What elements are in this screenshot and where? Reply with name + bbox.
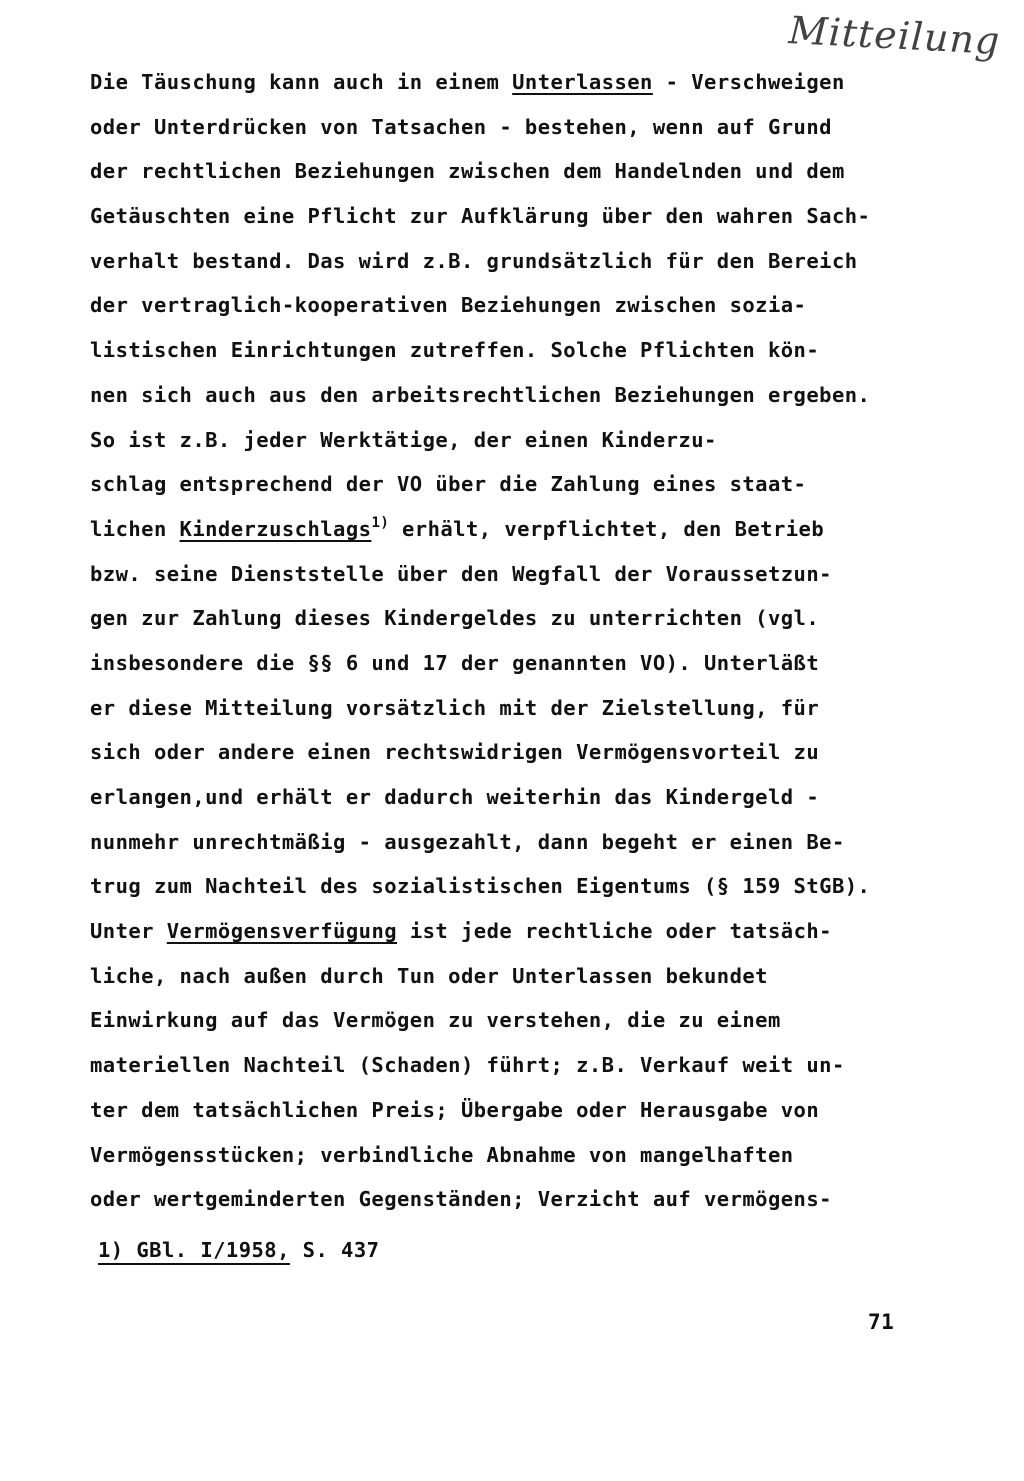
line-text: der vertraglich-kooperativen Beziehungen zwischen sozia- — [90, 293, 807, 318]
line-text-continued: erhält, verpflichtet, den Betrieb — [389, 516, 825, 541]
text-line — [90, 820, 930, 865]
line-text: Getäuschten eine Pflicht zur Aufklärung über den wahren Sach- — [90, 204, 871, 229]
line-text: bzw. seine Dienststelle über den Wegfall der Voraussetzun- — [90, 561, 832, 586]
line-text: materiellen Nachteil (Schaden) führt; z.B. Verkauf weit un- — [90, 1053, 845, 1078]
footnote-reference: 1) GBl. I/1958, — [98, 1238, 290, 1262]
line-text-continued: - Verschweigen — [652, 70, 845, 94]
line-text: verhalt bestand. Das wird z.B. grundsätzlich für den Bereich — [90, 248, 858, 273]
text-line — [90, 775, 930, 820]
text-line — [90, 730, 930, 775]
text-line — [90, 1043, 930, 1088]
line-text: So ist z.B. jeder Werktätige, der einen Kinderzu- — [90, 427, 717, 452]
page-number: 71 — [868, 1310, 895, 1334]
line-text: oder Unterdrücken von Tatsachen - bestehen, wenn auf Grund — [90, 114, 832, 139]
text-line — [90, 418, 930, 463]
line-text: liche, nach außen durch Tun oder Unterlassen bekundet — [90, 963, 768, 988]
line-text: oder wertgeminderten Gegenständen; Verzicht auf vermögens- — [90, 1187, 832, 1212]
line-text: trug zum Nachteil des sozialistischen Eigentums (§ 159 StGB). — [90, 874, 871, 899]
footnote — [98, 1228, 379, 1272]
text-line — [90, 552, 930, 597]
line-text: lichen — [90, 516, 180, 541]
text-line — [90, 909, 930, 954]
underlined-term: Unterlassen — [512, 70, 653, 94]
line-text: nunmehr unrechtmäßig - ausgezahlt, dann begeht er einen Be- — [90, 829, 845, 854]
text-line — [90, 864, 930, 909]
line-text: listischen Einrichtungen zutreffen. Solche Pflichten kön- — [90, 338, 820, 363]
text-line — [90, 328, 930, 373]
handwritten-annotation: Mitteilung — [787, 8, 1002, 64]
underlined-term: Kinderzuschlags — [179, 516, 372, 541]
line-text: Vermögensstücken; verbindliche Abnahme von mangelhaften — [90, 1142, 794, 1167]
line-text: er diese Mitteilung vorsätzlich mit der Zielstellung, für — [90, 695, 820, 720]
footnote-page: S. 437 — [289, 1238, 380, 1262]
text-line — [90, 641, 930, 686]
line-text-continued: ist jede rechtliche oder tatsäch- — [397, 919, 832, 944]
line-text: insbesondere die §§ 6 und 17 der genannten VO). Unterläßt — [90, 650, 820, 675]
text-line — [90, 596, 930, 641]
text-line — [90, 149, 930, 194]
line-text: erlangen,und erhält er dadurch weiterhin das Kindergeld - — [90, 785, 820, 809]
line-text: ter dem tatsächlichen Preis; Übergabe oder Herausgabe von — [90, 1097, 820, 1122]
text-line — [90, 373, 930, 418]
line-text: sich oder andere einen rechtswidrigen Vermögensvorteil zu — [90, 740, 820, 765]
line-text: nen sich auch aus den arbeitsrechtlichen Beziehungen ergeben. — [90, 382, 871, 407]
text-line — [90, 462, 930, 507]
line-text: der rechtlichen Beziehungen zwischen dem Handelnden und dem — [90, 159, 845, 184]
text-line — [90, 954, 930, 999]
underlined-term: Vermögensverfügung — [166, 919, 398, 944]
line-text: Die Täuschung kann auch in einem — [90, 70, 513, 94]
body-text — [90, 60, 930, 1222]
text-line — [90, 998, 930, 1043]
text-line — [90, 1177, 930, 1222]
footnote-marker: 1) — [371, 514, 390, 531]
text-line — [90, 239, 930, 284]
text-line — [90, 194, 930, 239]
text-line — [90, 105, 930, 150]
line-text: schlag entsprechend der VO über die Zahlung eines staat- — [90, 472, 807, 497]
line-text: Einwirkung auf das Vermögen zu verstehen, die zu einem — [90, 1008, 781, 1033]
text-line — [90, 1088, 930, 1133]
text-line — [90, 507, 930, 552]
text-line — [90, 1133, 930, 1178]
text-line — [90, 686, 930, 731]
text-line — [90, 283, 930, 328]
text-line — [90, 60, 930, 105]
line-text: gen zur Zahlung dieses Kindergeldes zu unterrichten (vgl. — [90, 606, 820, 631]
line-text: Unter — [90, 919, 167, 944]
